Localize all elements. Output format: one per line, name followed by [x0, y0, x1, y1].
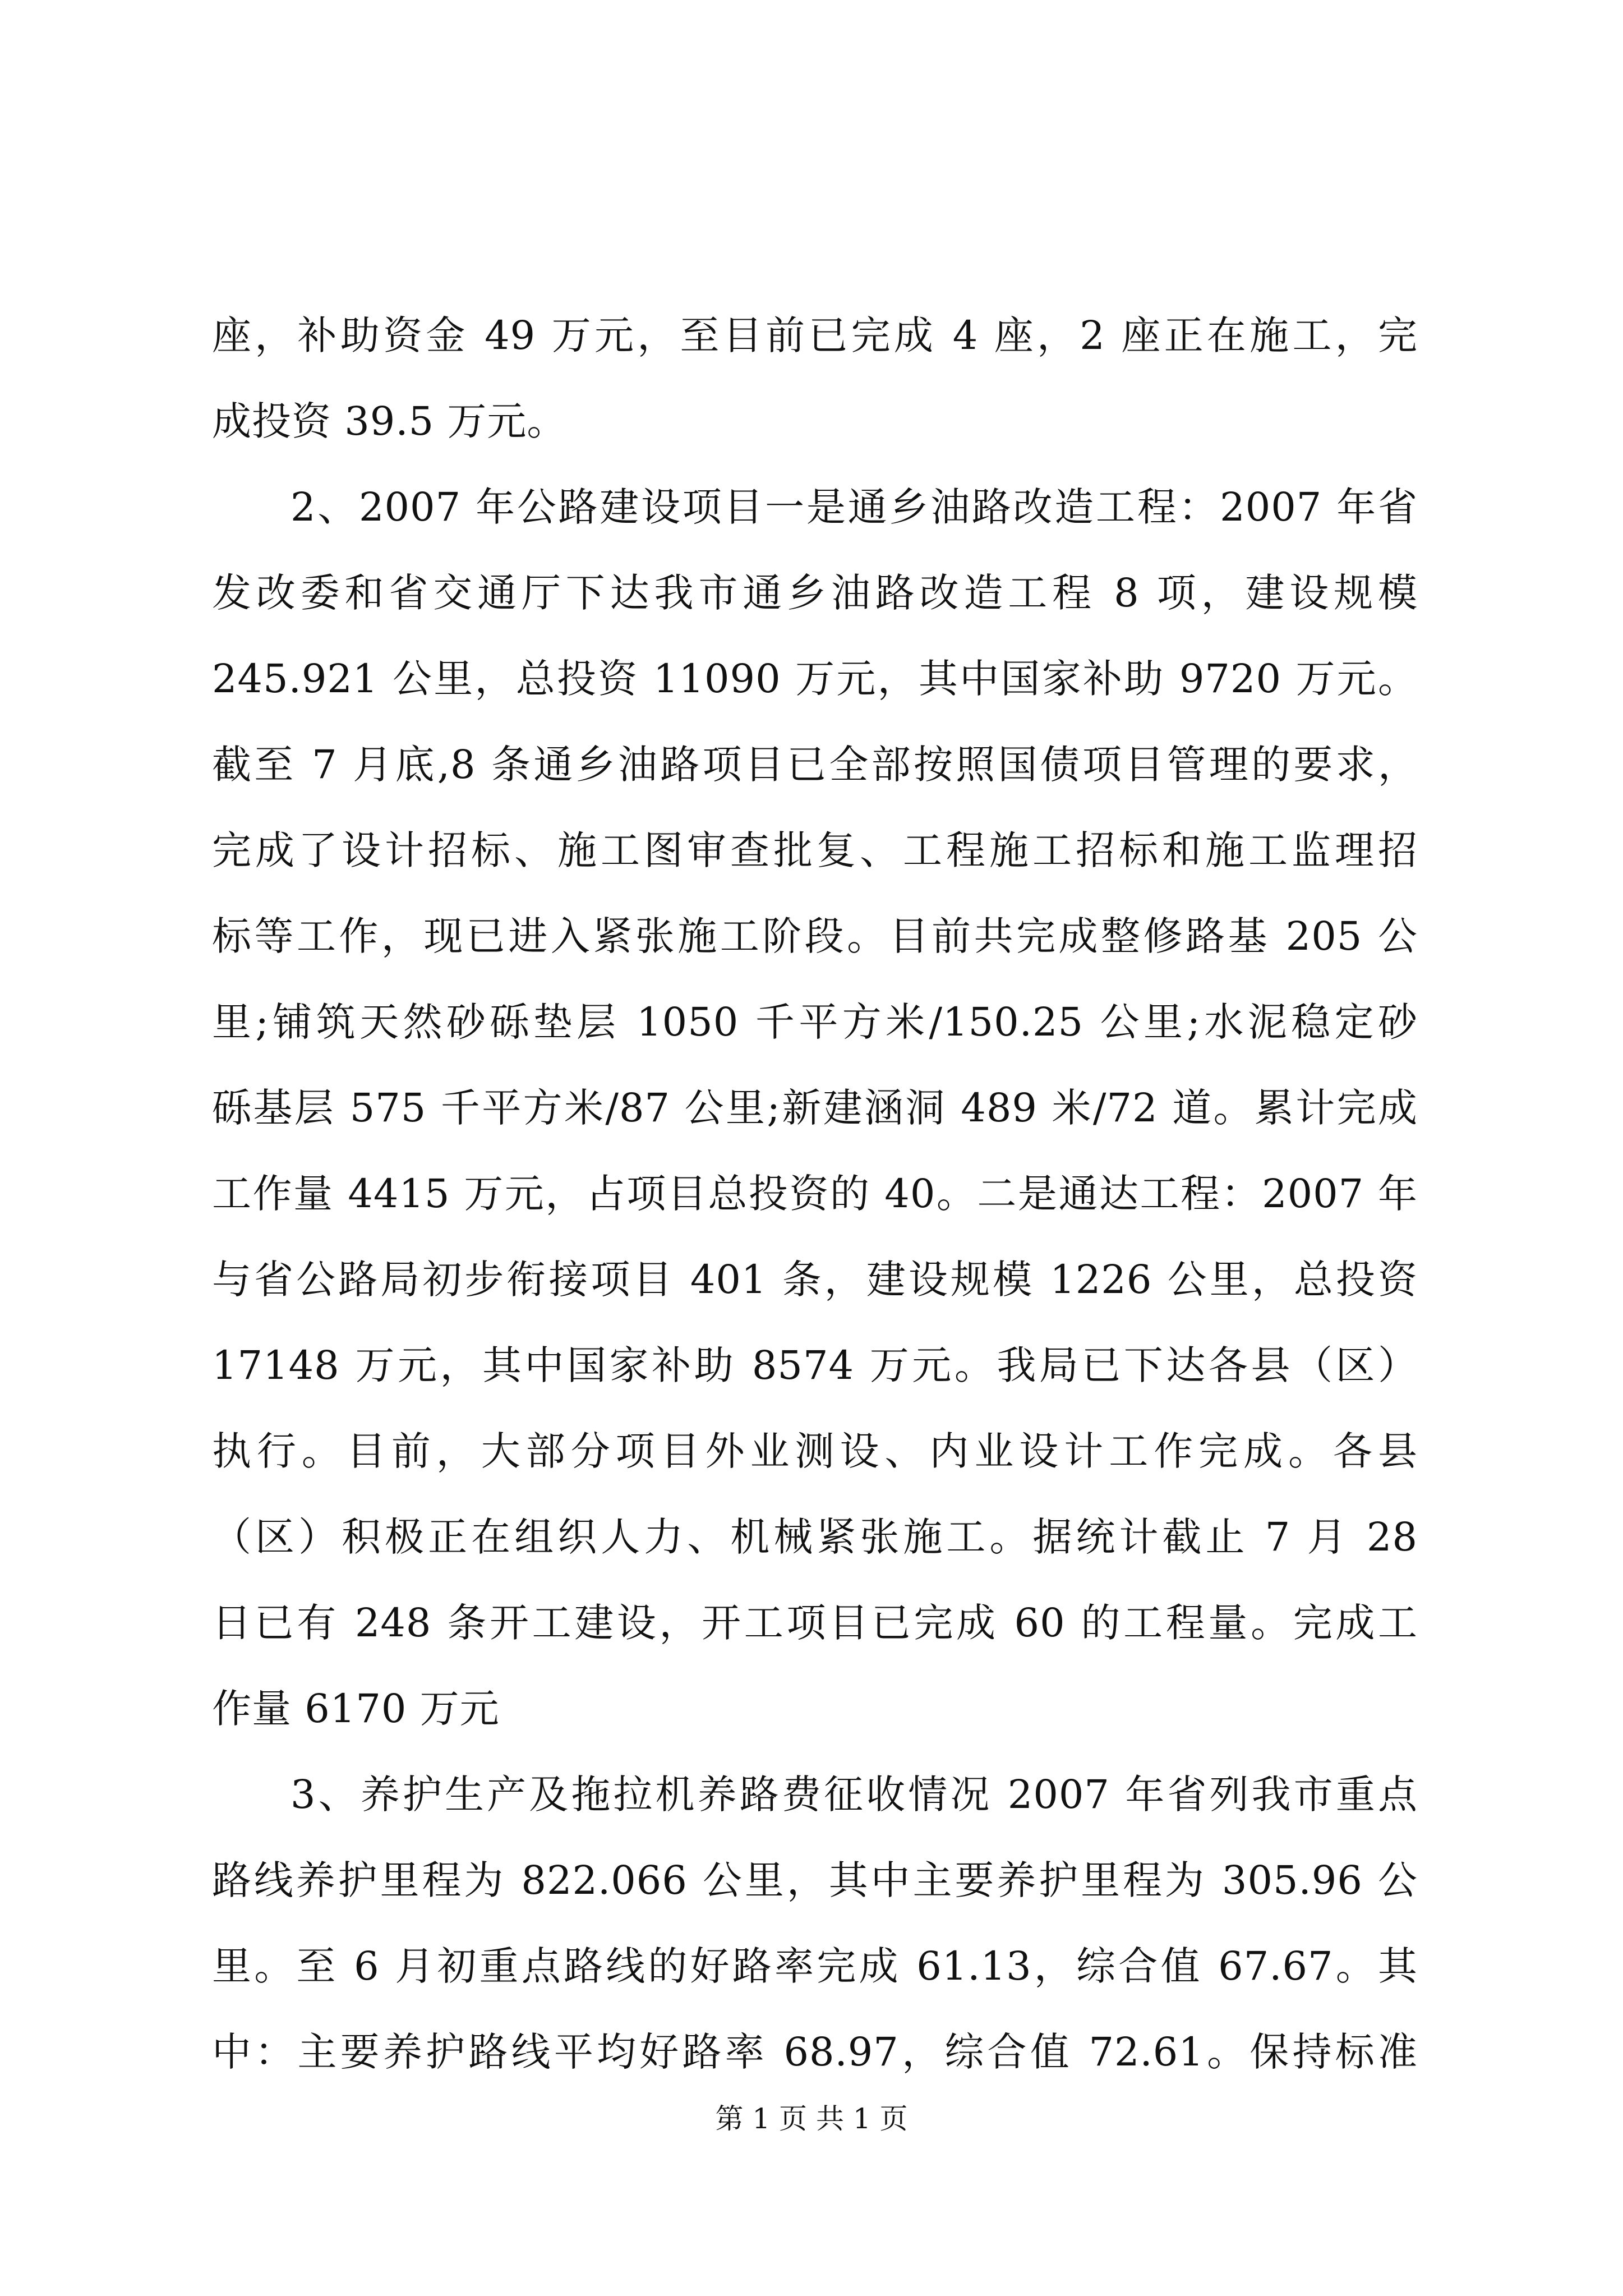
text-line: 3、养护生产及拖拉机养路费征收情况 2007 年省列我市重点 — [291, 1772, 1418, 1818]
text-line: 发改委和省交通厅下达我市通乡油路改造工程 8 项，建设规模 — [212, 570, 1418, 616]
text-line: 砾基层 575 千平方米/87 公里;新建涵洞 489 米/72 道。累计完成 — [212, 1085, 1418, 1131]
page-footer: 第 1 页 共 1 页 — [715, 2102, 908, 2135]
text-line: 日已有 248 条开工建设，开工项目已完成 60 的工程量。完成工 — [212, 1600, 1418, 1646]
text-line: 座，补助资金 49 万元，至目前已完成 4 座，2 座正在施工，完 — [212, 312, 1418, 358]
text-line: 里。至 6 月初重点路线的好路率完成 61.13，综合值 67.67。其 — [212, 1943, 1418, 1989]
text-line: 执行。目前，大部分项目外业测设、内业设计工作完成。各县 — [212, 1428, 1418, 1474]
text-line: 作量 6170 万元 — [212, 1686, 500, 1732]
text-line: 标等工作，现已进入紧张施工阶段。目前共完成整修路基 205 公 — [212, 913, 1418, 959]
text-line: 工作量 4415 万元，占项目总投资的 40。二是通达工程：2007 年 — [212, 1171, 1418, 1217]
text-line: 17148 万元，其中国家补助 8574 万元。我局已下达各县（区） — [212, 1342, 1418, 1388]
text-line: 245.921 公里，总投资 11090 万元，其中国家补助 9720 万元。 — [212, 656, 1418, 702]
text-line: 路线养护里程为 822.066 公里，其中主要养护里程为 305.96 公 — [212, 1857, 1418, 1903]
text-line: 成投资 39.5 万元。 — [212, 398, 567, 444]
text-line: 完成了设计招标、施工图审查批复、工程施工招标和施工监理招 — [212, 827, 1418, 873]
text-line: 截至 7 月底,8 条通乡油路项目已全部按照国债项目管理的要求， — [212, 742, 1418, 788]
text-line: 2、2007 年公路建设项目一是通乡油路改造工程：2007 年省 — [291, 484, 1418, 530]
text-line: 中：主要养护路线平均好路率 68.97，综合值 72.61。保持标准 — [212, 2029, 1418, 2075]
text-line: 里;铺筑天然砂砾垫层 1050 千平方米/150.25 公里;水泥稳定砂 — [212, 999, 1418, 1045]
text-line: （区）积极正在组织人力、机械紧张施工。据统计截止 7 月 28 — [212, 1514, 1418, 1560]
text-line: 与省公路局初步衔接项目 401 条，建设规模 1226 公里，总投资 — [212, 1257, 1418, 1303]
